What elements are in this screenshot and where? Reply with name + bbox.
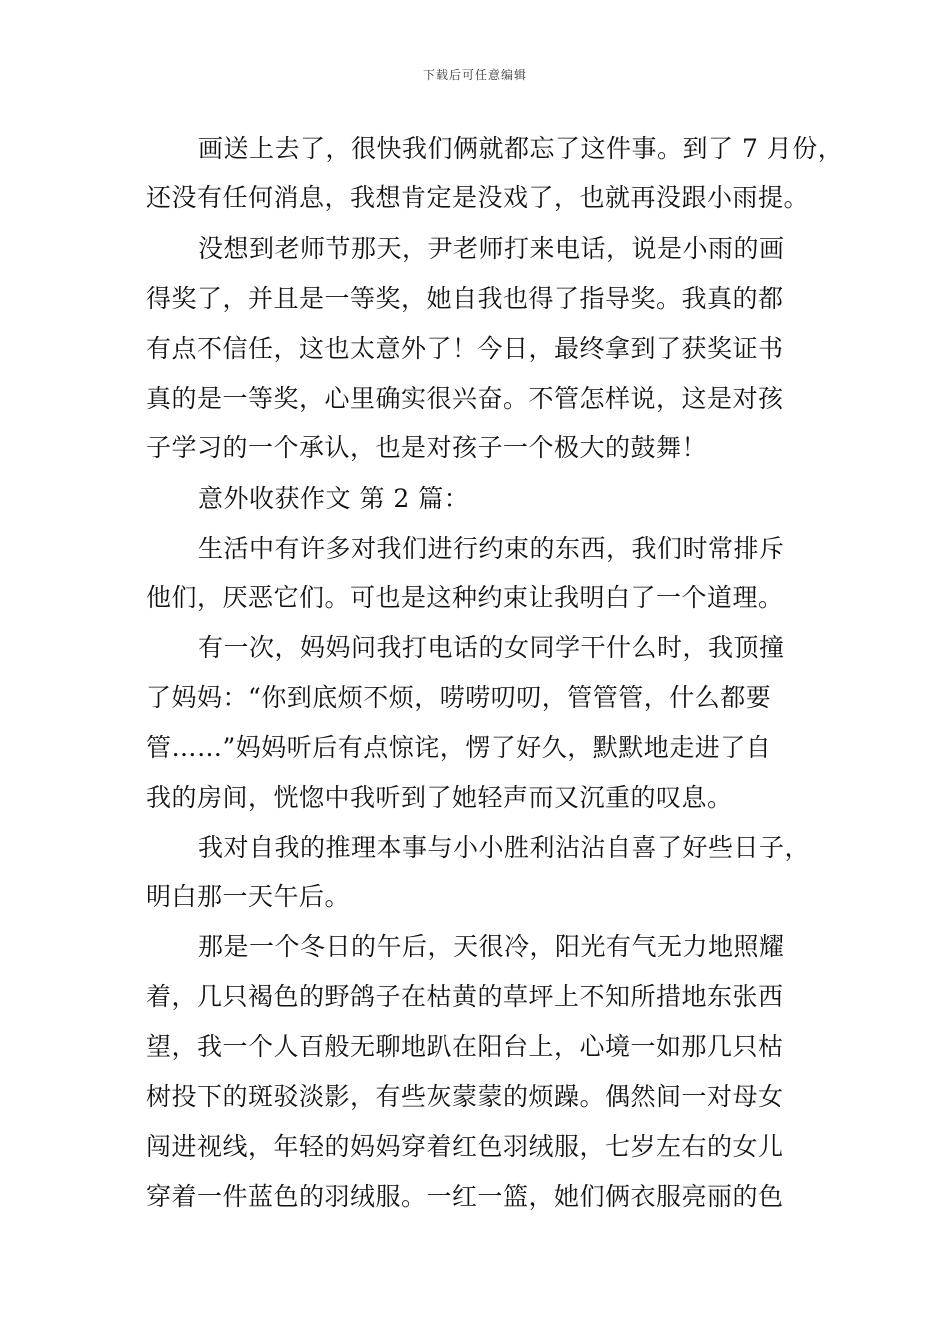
text-line: 我对自我的推理本事与小小胜利沾沾自喜了好些日子， (198, 833, 811, 862)
text-line: 树投下的斑驳淡影，有些灰蒙蒙的烦躁。偶然间一对母女 (146, 1082, 784, 1111)
text-line: 了妈妈：“你到底烦不烦，唠唠叨叨，管管管，什么都要 (146, 683, 772, 712)
text-line: 画送上去了，很快我们俩就都忘了这件事。到了 7 月份， (198, 134, 844, 163)
page-header: 下载后可任意编辑 (422, 68, 527, 82)
text-line: 穿着一件蓝色的羽绒服。一红一篮，她们俩衣服亮丽的色 (146, 1182, 784, 1211)
text-line: 没想到老师节那天，尹老师打来电话，说是小雨的画 (198, 234, 785, 263)
text-line: 那是一个冬日的午后，天很冷，阳光有气无力地照耀 (198, 932, 785, 961)
text-line: 生活中有许多对我们进行约束的东西，我们时常排斥 (198, 534, 785, 563)
text-line: 真的是一等奖，心里确实很兴奋。不管怎样说，这是对孩 (146, 384, 784, 413)
text-line: 闯进视线，年轻的妈妈穿着红色羽绒服，七岁左右的女儿 (146, 1132, 784, 1161)
text-line: 着，几只褐色的野鸽子在枯黄的草坪上不知所措地东张西 (146, 982, 784, 1011)
section-heading: 意外收获作文 第 2 篇： (198, 484, 470, 513)
text-line: 有一次，妈妈问我打电话的女同学干什么时，我顶撞 (198, 633, 785, 662)
text-line: 他们，厌恶它们。可也是这种约束让我明白了一个道理。 (146, 583, 784, 612)
text-line: 得奖了，并且是一等奖，她自我也得了指导奖。我真的都 (146, 284, 784, 313)
text-line: 我的房间，恍惚中我听到了她轻声而又沉重的叹息。 (146, 783, 733, 812)
text-line: 有点不信任，这也太意外了！今日，最终拿到了获奖证书 (146, 334, 784, 363)
text-line: 望，我一个人百般无聊地趴在阳台上，心境一如那几只枯 (146, 1032, 784, 1061)
text-line: 管……”妈妈听后有点惊诧，愣了好久，默默地走进了自 (146, 733, 772, 762)
text-line: 明白那一天午后。 (146, 882, 351, 911)
text-line: 子学习的一个承认，也是对孩子一个极大的鼓舞！ (146, 433, 708, 462)
text-line: 还没有任何消息，我想肯定是没戏了，也就再没跟小雨提。 (146, 183, 810, 212)
